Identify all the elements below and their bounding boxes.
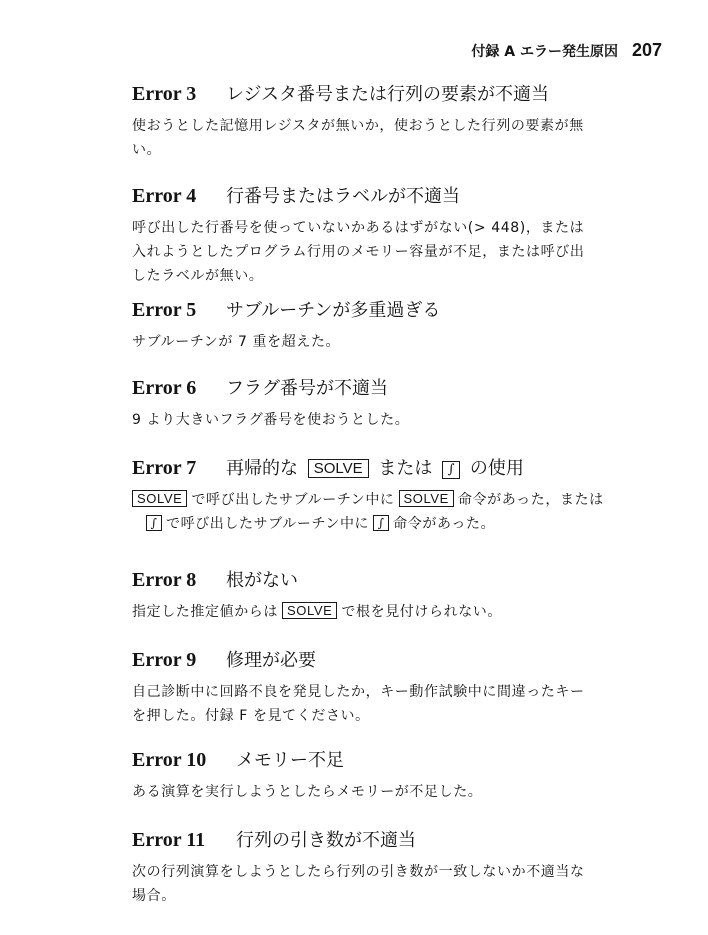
error-code: Error 5 — [132, 299, 197, 321]
solve-key: SOLVE — [308, 459, 369, 478]
error-heading — [132, 646, 662, 672]
error-code: Error 4 — [132, 185, 197, 207]
error-entry-10 — [132, 746, 662, 804]
error-description — [132, 408, 662, 432]
description-line: サブルーチンが 7 重を超えた。 — [132, 334, 341, 350]
integrate-key-icon: ∫ — [146, 515, 162, 531]
error-heading — [132, 182, 662, 208]
description-line: 入れようとしたプログラム行用のメモリー容量が不足，または呼び出 — [132, 244, 585, 260]
error-entry-11 — [132, 826, 662, 908]
error-title: レジスタ番号または行列の要素が不適当 — [226, 84, 550, 105]
solve-key: SOLVE — [399, 490, 454, 507]
error-code: Error 11 — [132, 829, 206, 851]
error-code: Error 6 — [132, 377, 197, 399]
error-description — [132, 330, 662, 354]
error-description — [132, 780, 662, 804]
error-heading — [132, 826, 662, 852]
title-text-suffix: の使用 — [469, 458, 524, 479]
error-code: Error 3 — [132, 83, 197, 105]
description-line: 自己診断中に回路不良を発見したか，キー動作試験中に間違ったキー — [132, 684, 585, 700]
integrate-key-icon: ∫ — [373, 515, 389, 531]
description-text: 指定した推定値からは — [132, 604, 278, 620]
description-line — [132, 488, 662, 512]
error-title — [226, 454, 524, 480]
description-line: 場合。 — [132, 888, 176, 904]
running-head: 付録 A エラー発生原因 — [471, 44, 618, 60]
error-title: メモリー不足 — [236, 750, 344, 771]
description-line: ある演算を実行しようとしたらメモリーが不足した。 — [132, 784, 483, 800]
title-text-prefix: 再帰的な — [226, 458, 298, 479]
description-line: い。 — [132, 142, 162, 158]
error-description — [132, 860, 662, 908]
error-entry-5 — [132, 296, 662, 354]
integrate-key-icon: ∫ — [442, 461, 460, 479]
description-line — [132, 512, 662, 536]
error-heading — [132, 80, 662, 106]
error-description — [132, 114, 662, 162]
description-line: を押した。付録 F を見てください。 — [132, 708, 370, 724]
error-heading — [132, 296, 662, 322]
description-line: 呼び出した行番号を使っていないかあるはずがない(> 448)，または — [132, 220, 585, 236]
error-code: Error 10 — [132, 749, 207, 771]
description-line — [132, 600, 662, 624]
error-title: フラグ番号が不適当 — [226, 378, 388, 399]
error-description — [132, 680, 662, 728]
error-entry-3 — [132, 80, 662, 162]
description-line: したラベルが無い。 — [132, 268, 264, 284]
error-heading — [132, 566, 662, 592]
error-description — [132, 600, 662, 624]
description-line: 9 より大きいフラグ番号を使おうとした。 — [132, 412, 410, 428]
error-entry-6 — [132, 374, 662, 432]
error-entry-9 — [132, 646, 662, 728]
page-number: 207 — [631, 40, 662, 60]
description-text: で呼び出したサブルーチン中に — [191, 492, 395, 508]
description-text: で呼び出したサブルーチン中に — [166, 516, 370, 532]
error-entry-7 — [132, 454, 662, 536]
error-heading — [132, 454, 662, 480]
solve-key: SOLVE — [132, 490, 187, 507]
error-description — [132, 488, 662, 536]
solve-key: SOLVE — [282, 602, 337, 619]
error-entry-8 — [132, 566, 662, 624]
error-heading — [132, 374, 662, 400]
description-line: 次の行列演算をしようとしたら行列の引き数が一致しないか不適当な — [132, 864, 585, 880]
description-line: 使おうとした記憶用レジスタが無いか，使おうとした行列の要素が無 — [132, 118, 584, 134]
error-title: 修理が必要 — [226, 650, 316, 671]
error-description — [132, 216, 662, 288]
error-code: Error 9 — [132, 649, 197, 671]
description-text: 命令があった，または — [457, 492, 604, 508]
title-text-mid: または — [378, 458, 433, 479]
error-title: 行番号またはラベルが不適当 — [226, 186, 460, 207]
error-title: 根がない — [226, 570, 298, 591]
error-entry-4 — [132, 182, 662, 288]
description-text: で根を見付けられない。 — [341, 604, 502, 620]
error-code: Error 7 — [132, 457, 197, 479]
error-title: 行列の引き数が不適当 — [236, 830, 416, 851]
error-heading — [132, 746, 662, 772]
description-text: 命令があった。 — [393, 516, 496, 532]
error-code: Error 8 — [132, 569, 197, 591]
page-header — [471, 40, 662, 61]
error-title: サブルーチンが多重過ぎる — [226, 300, 441, 321]
